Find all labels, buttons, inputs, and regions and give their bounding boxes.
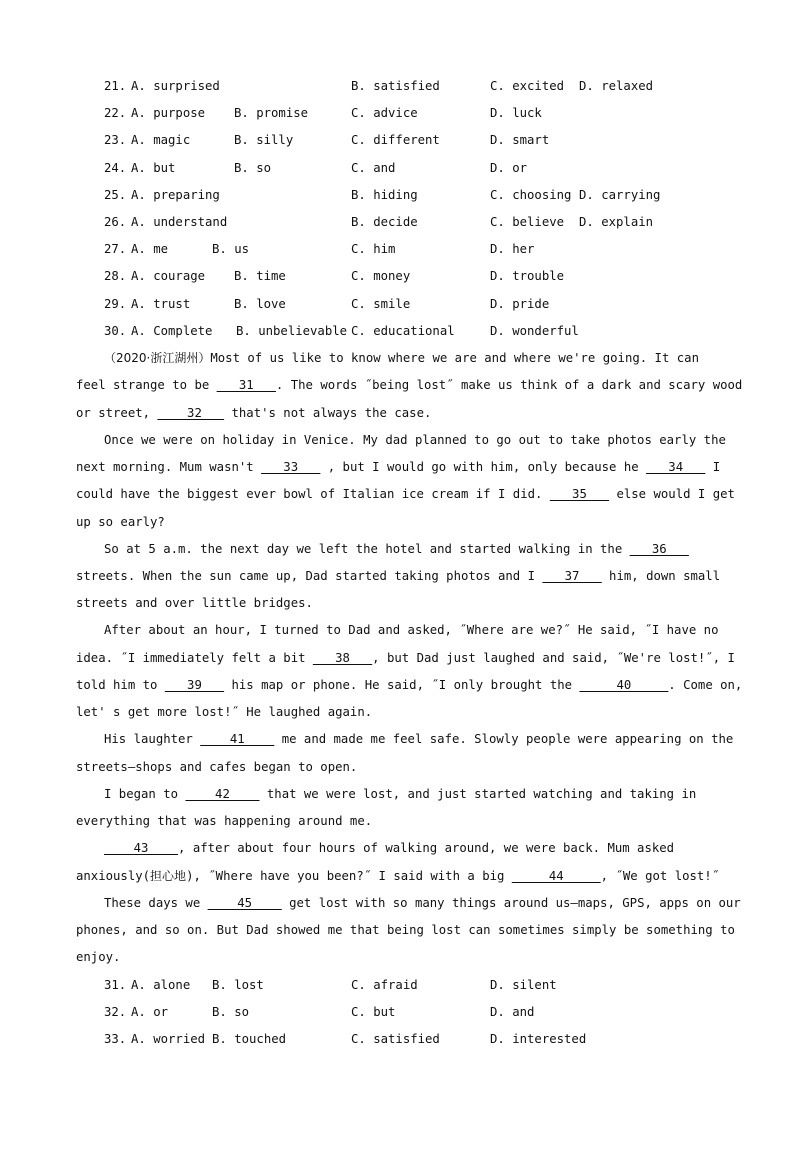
- question-number: 22.: [104, 106, 127, 120]
- passage-line: next morning. Mum wasn't ___33___ , but I would go with him, only because he ___34___ I: [76, 460, 721, 474]
- blank-33: ___33___: [261, 460, 321, 474]
- option-c: C. but: [351, 1005, 396, 1019]
- blank-36: ___36___: [629, 542, 689, 556]
- question-number: 25.: [104, 188, 127, 202]
- blank-43: ____43____: [104, 841, 179, 855]
- option-a: A. trust: [131, 297, 191, 311]
- option-a: A. purpose: [131, 106, 206, 120]
- passage-line: （2020·浙江湖州）Most of us like to know where we are and where we're going. It can: [104, 351, 699, 365]
- question-row: [104, 159, 528, 177]
- passage-line: So at 5 a.m. the next day we left the hotel and started walking in the ___36___: [104, 542, 689, 556]
- question-row: [104, 213, 654, 231]
- question-number: 29.: [104, 297, 127, 311]
- passage-line: feel strange to be ___31___. The words ˝being lost˝ make us think of a dark and scary wood: [76, 378, 743, 392]
- option-a: A. but: [131, 161, 176, 175]
- passage-line: ____43____, after about four hours of walking around, we were back. Mum asked: [104, 841, 675, 855]
- question-number: 27.: [104, 242, 127, 256]
- question-row: [104, 1030, 587, 1048]
- option-d: D. interested: [490, 1032, 587, 1046]
- question-row: [104, 267, 565, 285]
- question-number: 33.: [104, 1032, 127, 1046]
- question-row: [104, 104, 542, 122]
- passage-line: streets and over little bridges.: [76, 596, 313, 610]
- question-number: 31.: [104, 978, 127, 992]
- option-d: D. and: [490, 1005, 535, 1019]
- source-tag: （2020·浙江湖州）: [104, 351, 211, 365]
- passage-line: After about an hour, I turned to Dad and asked, ˝Where are we?˝ He said, ˝I have no: [104, 623, 719, 637]
- blank-38: ___38___: [312, 651, 373, 665]
- option-a: A. preparing: [131, 188, 220, 202]
- option-b: B. lost: [212, 978, 264, 992]
- question-number: 32.: [104, 1005, 127, 1019]
- option-b: B. satisfied: [351, 79, 440, 93]
- option-c: C. different: [351, 133, 440, 147]
- option-c: C. advice: [351, 106, 418, 120]
- option-b: B. love: [234, 297, 286, 311]
- blank-37: ___37___: [542, 569, 602, 583]
- question-row: [104, 131, 550, 149]
- question-row: [104, 240, 535, 258]
- option-b: B. hiding: [351, 188, 418, 202]
- blank-39: ___39___: [164, 678, 225, 692]
- blank-42: ____42____: [185, 787, 260, 801]
- option-a: A. surprised: [131, 79, 220, 93]
- passage-line: streets—shops and cafes began to open.: [76, 760, 358, 774]
- question-row: [104, 186, 661, 204]
- option-c: C. satisfied: [351, 1032, 440, 1046]
- option-d: D. silent: [490, 978, 557, 992]
- blank-44: _____44_____: [511, 869, 601, 883]
- passage-line: enjoy.: [76, 950, 121, 964]
- option-c: C. smile: [351, 297, 411, 311]
- blank-40: _____40_____: [579, 678, 669, 692]
- option-b: B. so: [234, 161, 272, 175]
- question-row: [104, 77, 654, 95]
- option-b: B. us: [212, 242, 250, 256]
- option-d: D. pride: [490, 297, 550, 311]
- option-d: D. trouble: [490, 269, 565, 283]
- blank-31: ___31___: [216, 378, 276, 392]
- option-a: A. Complete: [131, 324, 213, 338]
- passage-line: told him to ___39___ his map or phone. He said, ˝I only brought the _____40_____. Come on,: [76, 678, 743, 692]
- passage-line: phones, and so on. But Dad showed me that being lost can sometimes simply be something to: [76, 923, 735, 937]
- option-d: D. or: [490, 161, 528, 175]
- question-number: 28.: [104, 269, 127, 283]
- option-b: B. silly: [234, 133, 294, 147]
- passage-line: I began to ____42____ that we were lost, and just started watching and taking in: [104, 787, 697, 801]
- option-c: C. and: [351, 161, 396, 175]
- passage-line: let' s get more lost!˝ He laughed again.: [76, 705, 373, 719]
- option-a: A. me: [131, 242, 169, 256]
- option-c: C. choosing: [490, 188, 572, 202]
- option-b: B. decide: [351, 215, 418, 229]
- passage-line: anxiously(担心地), ˝Where have you been?˝ I said with a big _____44_____, ˝We got lost!˝: [76, 869, 720, 883]
- question-number: 23.: [104, 133, 127, 147]
- option-d: D. relaxed: [579, 79, 654, 93]
- passage-line: Once we were on holiday in Venice. My dad planned to go out to take photos early the: [104, 433, 726, 447]
- passage-line: These days we ____45____ get lost with so many things around us—maps, GPS, apps on our: [104, 896, 741, 910]
- option-b: B. touched: [212, 1032, 287, 1046]
- question-row: [104, 322, 579, 340]
- passage-line: or street, ____32___ that's not always the case.: [76, 406, 432, 420]
- option-a: A. worried: [131, 1032, 206, 1046]
- passage-line: could have the biggest ever bowl of Italian ice cream if I did. ___35___ else would I get: [76, 487, 735, 501]
- option-d: D. wonderful: [490, 324, 579, 338]
- option-b: B. unbelievable: [236, 324, 348, 338]
- option-c: C. believe: [490, 215, 565, 229]
- question-number: 30.: [104, 324, 127, 338]
- option-a: A. magic: [131, 133, 191, 147]
- option-a: A. or: [131, 1005, 169, 1019]
- blank-41: ____41____: [200, 732, 275, 746]
- question-row: [104, 295, 550, 313]
- option-c: C. afraid: [351, 978, 418, 992]
- option-c: C. him: [351, 242, 396, 256]
- blank-35: ___35___: [549, 487, 610, 501]
- passage-line: His laughter ____41____ me and made me feel safe. Slowly people were appearing on the: [104, 732, 734, 746]
- blank-45: ____45____: [207, 896, 282, 910]
- question-number: 26.: [104, 215, 127, 229]
- option-c: C. excited: [490, 79, 565, 93]
- passage-line: streets. When the sun came up, Dad started taking photos and I ___37___ him, down small: [76, 569, 721, 583]
- question-row: [104, 1003, 535, 1021]
- option-b: B. time: [234, 269, 286, 283]
- passage-line: everything that was happening around me.: [76, 814, 373, 828]
- option-c: C. educational: [351, 324, 455, 338]
- option-d: D. explain: [579, 215, 654, 229]
- option-a: A. alone: [131, 978, 191, 992]
- option-d: D. her: [490, 242, 535, 256]
- option-c: C. money: [351, 269, 411, 283]
- option-d: D. carrying: [579, 188, 661, 202]
- blank-34: ___34___: [646, 460, 706, 474]
- passage-line: idea. ˝I immediately felt a bit ___38___, but Dad just laughed and said, ˝We're lost!˝, I: [76, 651, 735, 665]
- blank-32: ____32___: [157, 406, 225, 420]
- question-row: [104, 976, 557, 994]
- option-d: D. luck: [490, 106, 542, 120]
- option-a: A. understand: [131, 215, 228, 229]
- question-number: 21.: [104, 79, 127, 93]
- question-number: 24.: [104, 161, 127, 175]
- option-b: B. so: [212, 1005, 250, 1019]
- option-a: A. courage: [131, 269, 206, 283]
- passage-line: up so early?: [76, 515, 165, 529]
- option-b: B. promise: [234, 106, 309, 120]
- option-d: D. smart: [490, 133, 550, 147]
